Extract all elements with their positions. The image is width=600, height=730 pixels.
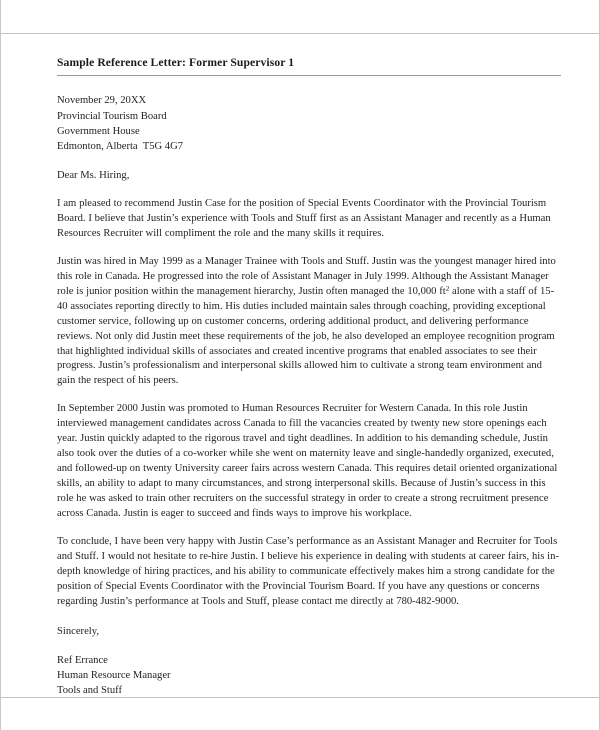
square-feet-superscript: 2 <box>445 284 450 293</box>
paragraph-2-part-2: alone with a staff of 15-40 associates reporting directly to him. His duties included maintain sales through coaching, providing exceptional customer service, following up on customer concerns, ordering additional product, and delivering performance reviews. Not only did Justin meet these requirements of the job, he also developed an employee recognition program that highlighted individual skills of associates and created incentive programs that enabled associates to see their progress. Justin’s professionalism and interpersonal skills allowed him to cultivate a strong team environment and gain the respect of his peers. <box>57 285 555 387</box>
closing-line: Sincerely, <box>57 626 99 638</box>
letter-date: November 29, 20XX <box>57 95 147 107</box>
spacer-after-salutation <box>57 183 561 197</box>
signer-name: Ref Errance <box>57 655 108 667</box>
paragraph-4: To conclude, I have been very happy with Justin Case’s performance as an Assistant Manager and Recruiter for Tools and Stuff. I would not hesitate to re-hire Justin. I believe his experience in dealing with students at career fairs, his in-depth knowledge of hiring practices, and his ability to communicate effectively makes him a strong candidate for the position of Special Events Coordinator with the Provincial Tourism Board. If you have any questions or concerns regarding Justin’s performance at Tools and Stuff, please contact me directly at 780-482-9000. <box>57 536 559 608</box>
spacer-after-title <box>57 78 561 93</box>
spacer-before-closing <box>57 610 561 624</box>
signature-block <box>57 653 561 698</box>
salutation: Dear Ms. Hiring, <box>57 169 130 181</box>
letter-body <box>1 34 599 697</box>
spacer-before-signature <box>57 639 561 653</box>
paragraph-1: I am pleased to recommend Justin Case for the position of Special Events Coordinator with the Provincial Tourism Board. I believe that Justin’s experience with Tools and Stuff first as an Assistant Manager and recently as a Human Resources Recruiter will compliment the role and the many skills it requires. <box>57 197 551 239</box>
recipient-line-3: Edmonton, Alberta T5G 4G7 <box>57 140 184 152</box>
paragraph-2 <box>57 255 561 390</box>
spacer-before-salutation <box>57 154 561 168</box>
paragraph-3: In September 2000 Justin was promoted to Human Resources Recruiter for Western Canada. In this role Justin interviewed management candidates across Canada to fill the vacancies created by twenty new store openings each year. Justin quickly adapted to the rigorous travel and tight deadlines. In addition to his demanding schedule, Justin also took over the duties of a co-worker while she went on maternity leave and single-handedly organized, executed, and followed-up on twenty University career fairs across western Canada. This requires detail oriented organizational skills, an ability to adapt to many circumstances, and strong interpersonal skills. Because of Justin’s success in this role he was asked to train other recruiters on the successful strategy in order to create a strong recruitment presence across Canada. Justin is eager to succeed and finds ways to improve his workplace. <box>57 403 558 520</box>
signer-company: Tools and Stuff <box>57 685 122 697</box>
signer-title: Human Resource Manager <box>57 670 171 682</box>
letter-heading-block <box>57 93 561 153</box>
recipient-line-2: Government House <box>57 125 140 137</box>
paragraph-2-part-1: Justin was hired in May 1999 as a Manager Trainee with Tools and Stuff. Justin was the youngest manager hired into this role in Canada. He progressed into the role of Assistant Manager in July 1999. Although the Assistant Manager role is junior position within the management hierarchy, Justin often managed the 10,000 ft <box>57 255 556 297</box>
recipient-line-1: Provincial Tourism Board <box>57 110 167 122</box>
page-title: Sample Reference Letter: Former Supervisor 1 <box>57 56 561 76</box>
